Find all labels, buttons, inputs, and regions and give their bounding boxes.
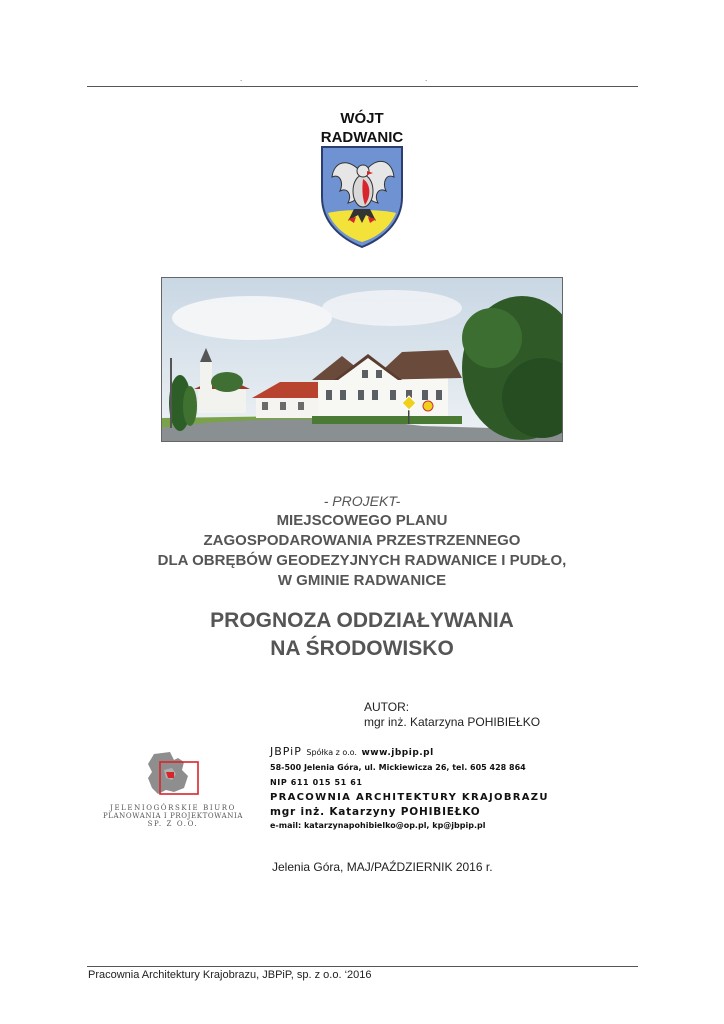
firm-studio: PRACOWNIA ARCHITEKTURY KRAJOBRAZU xyxy=(270,792,549,803)
header-dot-right: . xyxy=(425,74,428,83)
firm-company-type: Spółka z o.o. xyxy=(306,748,357,757)
footer-text: Pracownia Architektury Krajobrazu, JBPiP, sp. z o.o. ‘2016 xyxy=(88,969,372,981)
document-title-line-2: NA ŚRODOWISKO xyxy=(270,637,454,660)
firm-name: JBPiP xyxy=(270,745,302,758)
subtitle-line-1: MIEJSCOWEGO PLANU xyxy=(276,512,448,529)
coat-of-arms xyxy=(318,143,406,249)
firm-owner: mgr inż. Katarzyny POHIBIEŁKO xyxy=(270,806,481,818)
subtitle-line-2: ZAGOSPODAROWANIA PRZESTRZENNEGO xyxy=(203,532,521,549)
firm-website-link[interactable]: www.jbpip.pl xyxy=(361,748,434,758)
village-photo xyxy=(161,277,563,442)
logo-text-line-1: JELENIOGÓRSKIE BIURO xyxy=(110,804,236,812)
firm-address: 58-500 Jelenia Góra, ul. Mickiewicza 26, tel. 605 428 864 xyxy=(270,763,526,772)
header-rule xyxy=(87,86,638,87)
company-logo xyxy=(88,748,258,828)
logo-text-line-2: PLANOWANIA I PROJEKTOWANIA xyxy=(102,812,244,820)
firm-name-line xyxy=(270,745,434,758)
author-label: AUTOR: xyxy=(364,700,410,714)
authority-line-1: WÓJT xyxy=(340,110,384,127)
firm-email-link[interactable]: e-mail: katarzynapohibielko@op.pl, kp@jbpip.pl xyxy=(270,821,486,830)
place-date: Jelenia Góra, MAJ/PAŹDZIERNIK 2016 r. xyxy=(272,860,493,874)
firm-nip: NIP 611 015 51 61 xyxy=(270,778,363,787)
author-name: mgr inż. Katarzyna POHIBIEŁKO xyxy=(364,715,541,729)
project-label: - PROJEKT- xyxy=(323,493,401,509)
subtitle-line-4: W GMINIE RADWANICE xyxy=(277,572,447,589)
logo-text-line-3: SP. Z O.O. xyxy=(147,820,199,828)
document-title-line-1: PROGNOZA ODDZIAŁYWANIA xyxy=(210,609,514,632)
authority-line-2: RADWANIC xyxy=(320,129,404,146)
subtitle-line-3: DLA OBRĘBÓW GEODEZYJNYCH RADWANICE I PUDŁO, xyxy=(157,552,567,569)
footer-rule xyxy=(87,966,638,967)
header-dot-left: . xyxy=(240,74,243,83)
